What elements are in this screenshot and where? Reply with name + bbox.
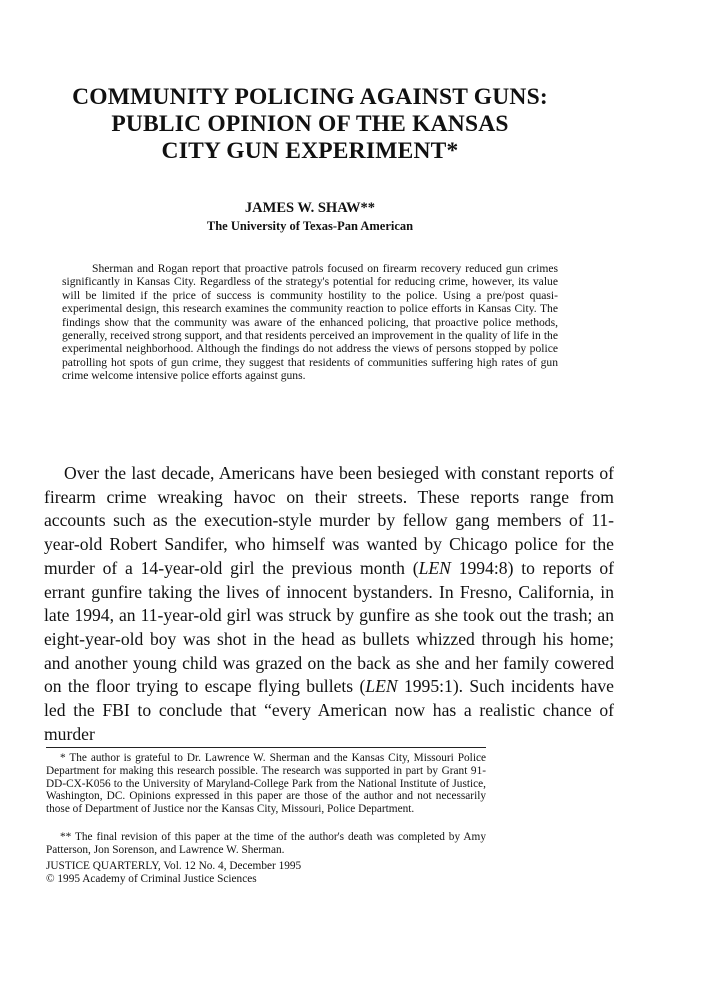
body-text-part-2: 1994:8) to reports of errant gunfire taking the lives of innocent bystanders. In Fresno, California, in late 1994, an 11-year-old girl was struck by gunfire as she took out the trash; an eight-year-old boy was shot in the head as bullets whizzed through his home; and another young child was grazed on the back as she and her family cowered on the floor trying to escape flying bullets (: [44, 557, 615, 697]
copyright-notice: © 1995 Academy of Criminal Justice Sciences: [46, 872, 257, 885]
body-text-part-3: 1995:1). Such incidents have led the FBI to conclude that “every American now has a realistic chance of murder: [44, 676, 614, 744]
title-line-1: COMMUNITY POLICING AGAINST GUNS:: [72, 84, 548, 110]
title-line-3: CITY GUN EXPERIMENT*: [161, 138, 459, 164]
footnote-1: * The author is grateful to Dr. Lawrence W. Sherman and the Kansas City, Missouri Police Department for making this research possible. The research was supported in part by Grant 91-DD-CX-K056 to the University of Maryland-College Park from the National Institute of Justice, Washington, DC. Opinions expressed in this paper are those of the author and not necessarily those of Department of Justice nor the Kansas City, Missouri, Police Department.: [46, 752, 486, 816]
article-title: [40, 84, 580, 165]
body-text-part-1: Over the last decade, Americans have been besieged with constant reports of firearm crime wreaking havoc on their streets. These reports range from accounts such as the execution-style murder by fellow gang members of 11-year-old Robert Sandifer, who himself was wanted by Chicago police for the murder of a 14-year-old girl the previous month (: [44, 463, 614, 578]
title-line-2: PUBLIC OPINION OF THE KANSAS: [111, 111, 509, 137]
footnote-divider: [46, 747, 486, 748]
citation-len-1: LEN: [418, 557, 451, 578]
footnote-2: ** The final revision of this paper at the time of the author's death was completed by Amy Patterson, Jon Sorenson, and Lawrence W. Sherman.: [46, 831, 486, 856]
author-name: JAMES W. SHAW**: [244, 200, 376, 216]
citation-len-2: LEN: [365, 676, 398, 697]
journal-citation: JUSTICE QUARTERLY, Vol. 12 No. 4, December 1995: [46, 860, 302, 872]
abstract: Sherman and Rogan report that proactive patrols focused on firearm recovery reduced gun crimes significantly in Kansas City. Regardless of the strategy's potential for reducing crime, however, its value will be limited if the price of success is community hostility to the police. Using a pre/post quasi-experimental design, this research examines the community reaction to police efforts in Kansas City. The findings show that the community was aware of the enhanced policing, that proactive police methods, generally, received strong support, and that residents perceived an improvement in the quality of life in the experimental neighborhood. Although the findings do not address the views of persons stopped by police patrolling hot spots of gun crime, they suggest that residents of communities suffering high rates of gun crime welcome intensive police efforts against guns.: [62, 262, 558, 383]
author-affiliation: The University of Texas-Pan American: [206, 219, 414, 233]
body-paragraph: [44, 462, 614, 746]
journal-info: [46, 860, 486, 886]
